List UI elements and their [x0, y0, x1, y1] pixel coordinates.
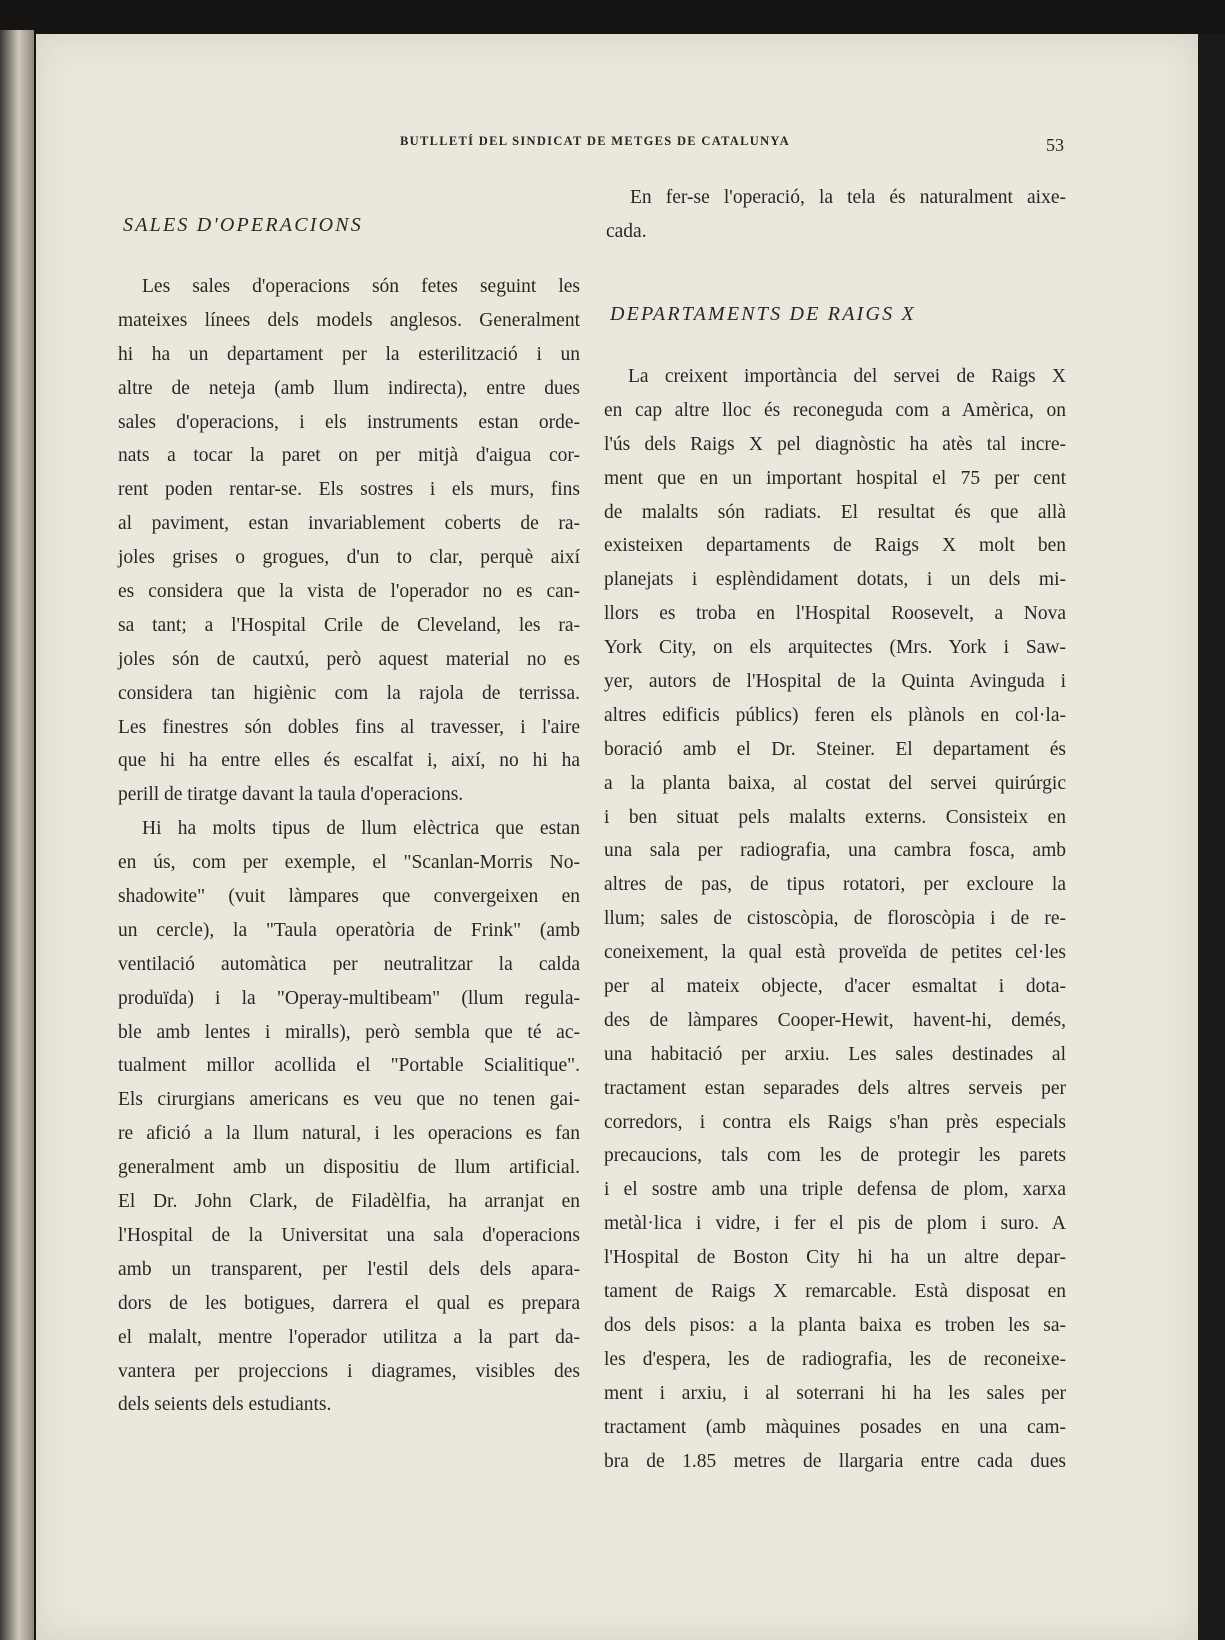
text-line: a la planta baixa, al costat del servei quirúrgic: [604, 772, 1066, 794]
text-line: joles grises o grogues, d'un to clar, perquè així: [118, 547, 580, 569]
text-line: ventilació automàtica per neutralitzar la calda: [118, 953, 580, 975]
text-line: i el sostre amb una triple defensa de plom, xarxa: [604, 1179, 1066, 1201]
text-line: produïda) i la "Operay-multibeam" (llum regula-: [118, 987, 580, 1009]
text-line: les d'espera, les de radiografia, les de reconeixe-: [604, 1348, 1066, 1370]
text-line: rent poden rentar-se. Els sostres i els murs, fins: [118, 479, 580, 501]
left-column-text: [118, 270, 580, 1422]
text-line: altres edificis públics) feren els plànols en col·la-: [604, 704, 1066, 726]
right-column-continuation: [606, 181, 1066, 249]
text-line: perill de tiratge davant la taula d'operacions.: [118, 784, 464, 806]
text-line: re afició a la llum natural, i les operacions es fan: [118, 1123, 580, 1145]
text-line: Els cirurgians americans es veu que no tenen gai-: [118, 1089, 580, 1111]
text-line: boració amb el Dr. Steiner. El departament és: [604, 738, 1066, 760]
text-line: dors de les botigues, darrera el qual es prepara: [118, 1292, 580, 1314]
text-line: Les sales d'operacions són fetes seguint les: [142, 276, 580, 297]
text-line: La creixent importància del servei de Raigs X: [628, 366, 1066, 387]
text-line: l'Hospital de Boston City hi ha un altre depar-: [604, 1247, 1066, 1269]
text-line: en ús, com per exemple, el "Scanlan-Morris No-: [118, 852, 580, 874]
text-line: amb un transparent, per l'estil dels dels apara-: [118, 1258, 580, 1280]
text-line: altre de neteja (amb llum indirecta), entre dues: [118, 377, 580, 399]
text-line: que hi ha entre elles és escalfat i, així, no hi ha: [118, 750, 580, 772]
text-line: joles són de cautxú, però aquest material no es: [118, 648, 580, 670]
text-line: tractament (amb màquines posades en una cam-: [604, 1416, 1066, 1438]
text-line: sa tant; a l'Hospital Crile de Cleveland, les ra-: [118, 614, 580, 636]
text-line: Hi ha molts tipus de llum elèctrica que estan: [142, 818, 580, 840]
running-head: BUTLLETÍ DEL SINDICAT DE METGES DE CATALUNYA: [400, 134, 790, 148]
previous-page-edge: [0, 30, 34, 1640]
text-line: hi ha un departament per la esterilització i un: [118, 343, 580, 365]
text-line: coneixement, la qual està proveïda de petites cel·les: [604, 942, 1066, 964]
text-line: mateixes línees dels models anglesos. Generalment: [118, 309, 580, 331]
text-line: l'ús dels Raigs X pel diagnòstic ha atès tal incre-: [604, 433, 1066, 455]
text-line: bra de 1.85 metres de llargaria entre cada dues: [604, 1450, 1066, 1472]
text-line: ment i arxiu, i al soterrani hi ha les sales per: [604, 1382, 1066, 1404]
text-line: una sala per radiografia, una cambra fosca, amb: [604, 840, 1066, 862]
text-line: tractament estan separades dels altres serveis per: [604, 1077, 1066, 1099]
text-line: ble amb lentes i miralls), però sembla que té ac-: [118, 1021, 580, 1043]
text-line: al paviment, estan invariablement coberts de ra-: [118, 513, 580, 535]
right-column-text: [604, 360, 1066, 1478]
text-line: tualment millor acollida el "Portable Scialitique".: [118, 1055, 580, 1077]
text-line: llors es troba en l'Hospital Roosevelt, a Nova: [604, 603, 1066, 625]
text-line: l'Hospital de la Universitat una sala d'operacions: [118, 1224, 580, 1246]
text-line: en cap altre lloc és reconeguda com a Amèrica, on: [604, 399, 1066, 421]
text-line: York City, on els arquitectes (Mrs. York i Saw-: [604, 637, 1066, 659]
section-heading-operating-rooms: SALES D'OPERACIONS: [123, 214, 363, 236]
text-line: ment que en un important hospital el 75 per cent: [604, 467, 1066, 489]
text-line: una habitació per arxiu. Les sales destinades al: [604, 1043, 1066, 1065]
text-line: un cercle), la "Taula operatòria de Frink" (amb: [118, 919, 580, 941]
text-line: nats a tocar la paret on per mitjà d'aigua cor-: [118, 445, 580, 467]
text-line: el malalt, mentre l'operador utilitza a la part da-: [118, 1326, 580, 1348]
text-line: precaucions, tals com les de protegir les parets: [604, 1145, 1066, 1167]
text-line: sales d'operacions, i els instruments estan orde-: [118, 411, 580, 433]
text-line: yer, autors de l'Hospital de la Quinta Avinguda i: [604, 671, 1066, 693]
text-line: corredors, i contra els Raigs s'han près especials: [604, 1111, 1066, 1133]
text-line: metàl·lica i vidre, i fer el pis de plom i suro. A: [604, 1213, 1066, 1235]
text-line: altres de pas, de tipus rotatori, per excloure la: [604, 874, 1066, 896]
text-line: planejats i esplèndidament dotats, i un dels mi-: [604, 569, 1066, 591]
text-line: vantera per projeccions i diagrames, visibles des: [118, 1360, 580, 1382]
section-heading-xray-departments: DEPARTAMENTS DE RAIGS X: [610, 303, 916, 325]
text-line: des de làmpares Cooper-Hewit, havent-hi, demés,: [604, 1009, 1066, 1031]
text-line: dels seients dels estudiants.: [118, 1394, 332, 1416]
text-line: llum; sales de cistoscòpia, de floroscòpia i de re-: [604, 908, 1066, 930]
text-line: per al mateix objecte, d'acer esmaltat i dota-: [604, 976, 1066, 998]
text-line: cada.: [606, 220, 647, 242]
scanner-border: [1198, 34, 1225, 1640]
text-line: tament de Raigs X remarcable. Està disposat en: [604, 1281, 1066, 1303]
text-line: El Dr. John Clark, de Filadèlfia, ha arranjat en: [118, 1191, 580, 1213]
text-line: es considera que la vista de l'operador no es can-: [118, 581, 580, 603]
text-line: shadowite" (vuit làmpares que convergeixen en: [118, 886, 580, 908]
text-line: En fer-se l'operació, la tela és naturalment aixe-: [630, 187, 1066, 208]
text-line: existeixen departaments de Raigs X molt ben: [604, 535, 1066, 557]
text-line: considera tan higiènic com la rajola de terrissa.: [118, 682, 580, 704]
page-number: 53: [1046, 135, 1064, 155]
text-line: i ben situat pels malalts externs. Consisteix en: [604, 806, 1066, 828]
text-line: de malalts són radiats. El resultat és que allà: [604, 501, 1066, 523]
text-line: dos dels pisos: a la planta baixa es troben les sa-: [604, 1314, 1066, 1336]
text-line: generalment amb un dispositiu de llum artificial.: [118, 1157, 580, 1179]
text-line: Les finestres són dobles fins al travesser, i l'aire: [118, 716, 580, 738]
